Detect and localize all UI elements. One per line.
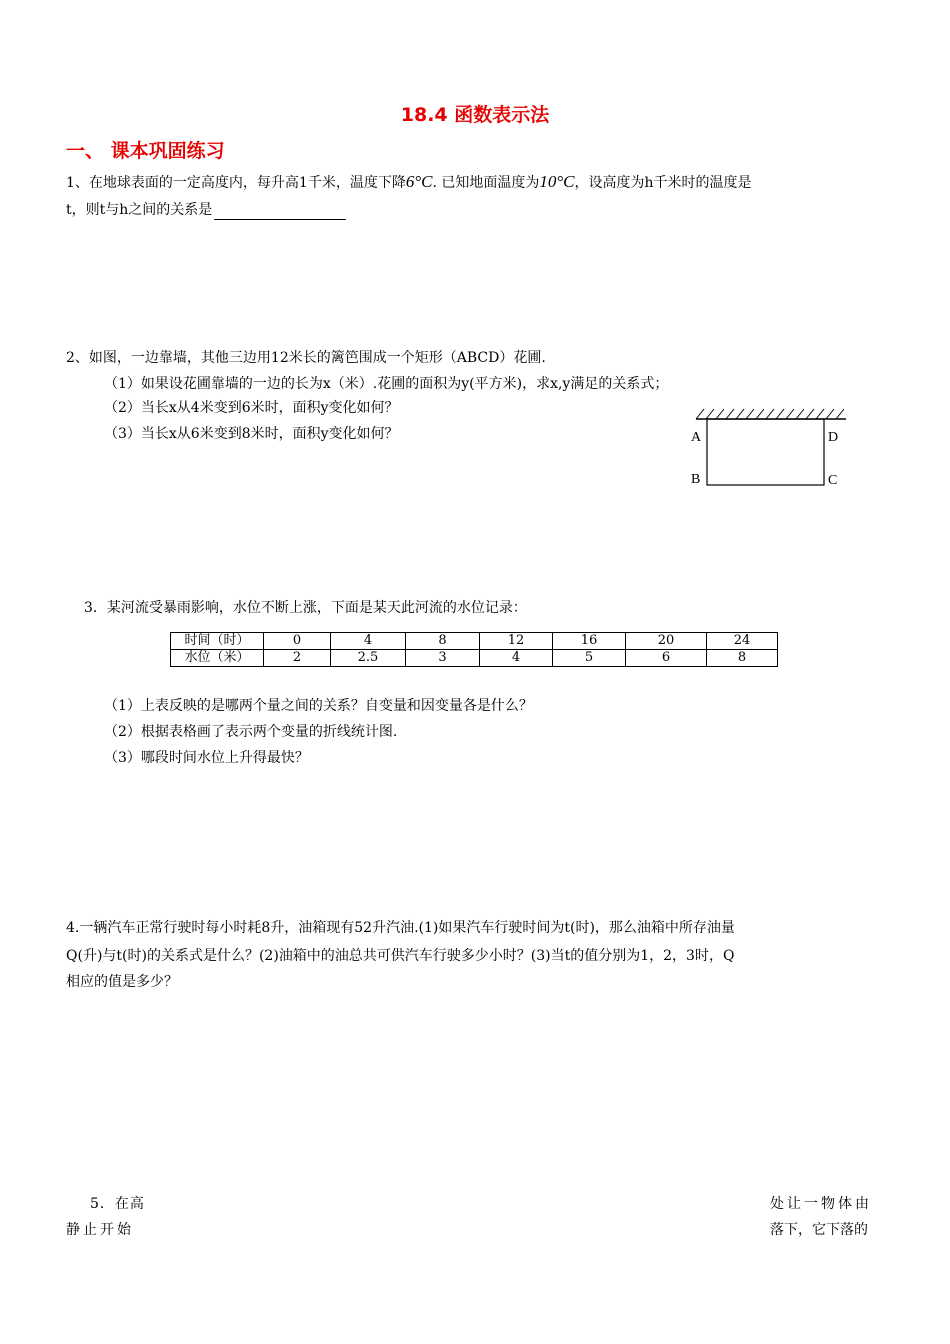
table-cell: 4 [331,633,406,650]
q1-line2 [66,200,346,220]
water-level-table [170,632,778,667]
q4-line2: Q(升)与t(时)的关系式是什么？(2)油箱中的油总共可供汽车行驶多少小时？(3)当t的值分别为1，2，3时，Q [66,948,735,964]
q2-intro: 2、如图，一边靠墙，其他三边用12米长的篱笆围成一个矩形（ABCD）花圃. [66,350,546,366]
q3-sub1: （1）上表反映的是哪两个量之间的关系？自变量和因变量各是什么？ [104,698,533,714]
table-cell: 2.5 [331,650,406,667]
q4-line3: 相应的值是多少？ [66,974,178,990]
q5-right2: 落下，它下落的 [770,1222,868,1238]
table-cell: 5 [553,650,626,667]
q3-sub3: （3）哪段时间水位上升得最快？ [104,750,309,766]
table-cell: 20 [626,633,707,650]
garden-rectangle [707,419,824,485]
section-heading: 一、 课本巩固练习 [66,140,225,162]
garden-diagram [690,405,850,500]
q1-text-relation: t，则t与h之间的关系是 [66,202,213,218]
label-a: A [691,430,702,445]
table-cell: 24 [707,633,778,650]
label-c: C [828,473,838,488]
label-d: D [828,430,839,445]
table-header-time: 时间（时） [171,633,264,650]
table-cell: 4 [480,650,553,667]
table-row-time [171,633,778,650]
label-b: B [691,472,701,487]
table-cell: 12 [480,633,553,650]
table-row-water [171,650,778,667]
q3-sub2: （2）根据表格画了表示两个变量的折线统计图. [104,724,398,740]
wall-hatching [696,409,844,419]
table-cell: 2 [264,650,331,667]
q2-sub2: （2）当长x从4米变到6米时，面积y变化如何？ [104,400,399,416]
table-cell: 8 [707,650,778,667]
q4-line1: 4.一辆汽车正常行驶时每小时耗8升，油箱现有52升汽油.(1)如果汽车行驶时间为t(时)，那么油箱中所存油量 [66,920,735,936]
page-title: 18.4 函数表示法 [400,104,550,126]
q1-text-b: . 已知地面温度为 [432,175,540,191]
q5-right1: 处让一物体由 [770,1196,872,1212]
q5-left1: 5．在高 [90,1196,145,1212]
table-cell: 8 [406,633,480,650]
table-cell: 0 [264,633,331,650]
q1-ground-temp: 10°C [539,172,575,191]
q1-line1 [66,172,752,193]
q2-sub3: （3）当长x从6米变到8米时，面积y变化如何？ [104,426,399,442]
table-cell: 16 [553,633,626,650]
q1-text-c: ，设高度为h千米时的温度是 [574,175,752,191]
q1-temp-drop: 6°C [405,172,433,191]
q2-sub1: （1）如果设花圃靠墙的一边的长为x（米）.花圃的面积为y(平方米)，求x,y满足的关系式； [104,376,669,392]
q1-text-a: 1、在地球表面的一定高度内，每升高1千米，温度下降 [66,175,406,191]
table-cell: 6 [626,650,707,667]
q1-answer-blank[interactable] [214,205,346,220]
table-header-water: 水位（米） [171,650,264,667]
table-cell: 3 [406,650,480,667]
q5-left2: 静止开始 [66,1222,134,1238]
q3-intro: 3．某河流受暴雨影响，水位不断上涨，下面是某天此河流的水位记录： [84,600,527,616]
